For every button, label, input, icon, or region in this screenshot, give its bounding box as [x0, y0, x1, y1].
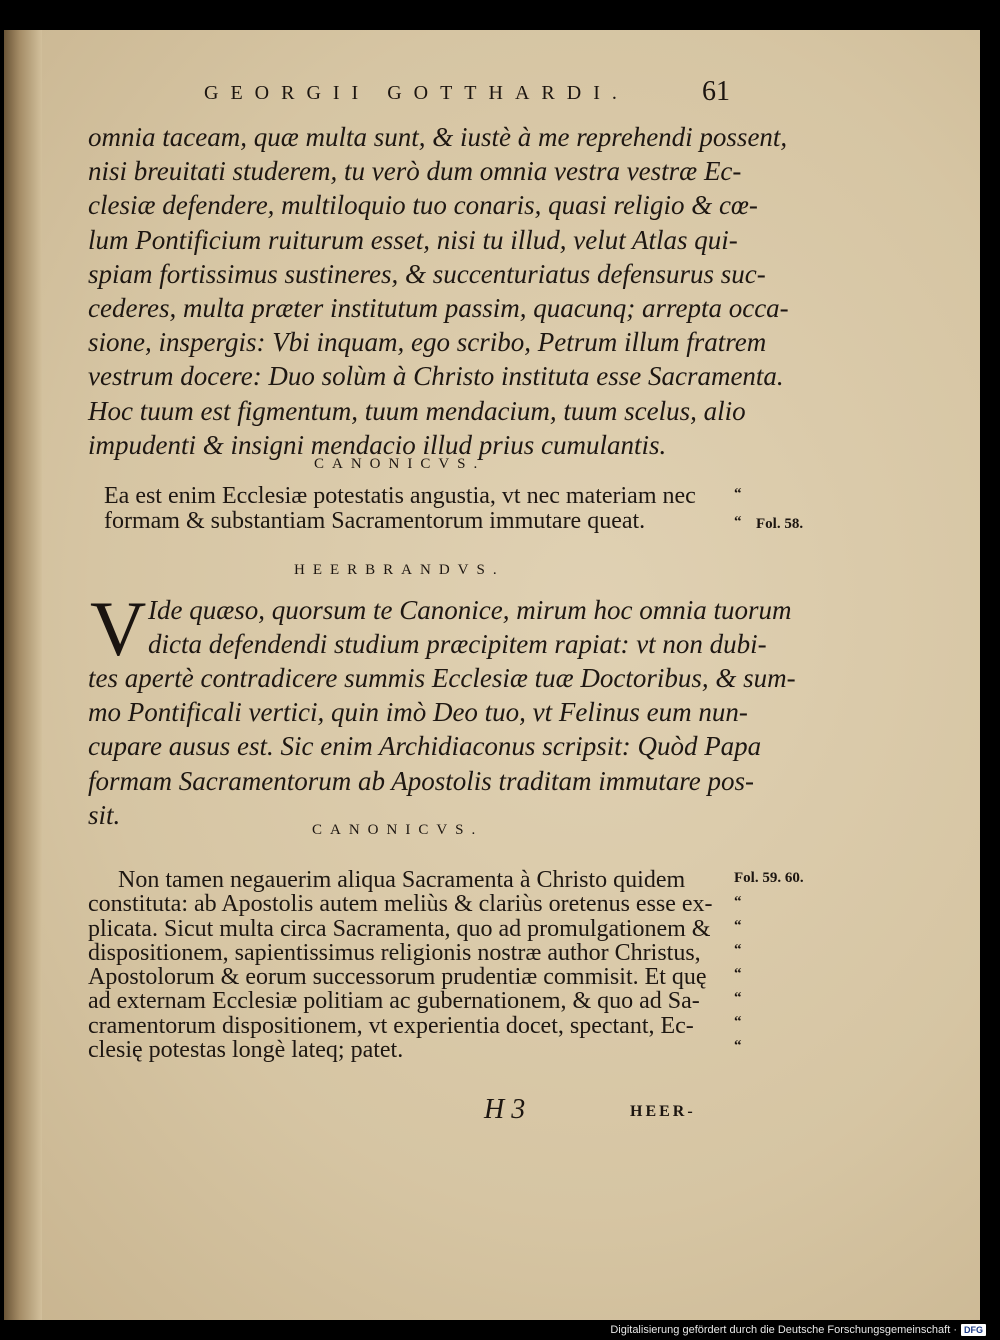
drop-cap-initial: V: [90, 585, 147, 672]
text-line: clesiæ defendere, multiloquio tuo conaris, quasi religio & cœ-: [88, 190, 758, 221]
signature-mark: H 3: [484, 1094, 526, 1125]
margin-note-fol-58: Fol. 58.: [756, 516, 804, 532]
margin-note-fol-59-60: Fol. 59. 60.: [734, 870, 804, 886]
text-line: ad externam Ecclesiæ politiam ac gubernationem, & quo ad Sa-: [88, 988, 700, 1015]
text-line: sit.: [88, 799, 121, 830]
margin-quote-mark: “: [734, 966, 742, 982]
text-line: lum Pontificium ruiturum esset, nisi tu illud, velut Atlas qui-: [88, 224, 738, 255]
text-line: Non tamen negauerim aliqua Sacramenta à Christo quidem: [118, 867, 686, 893]
text-line: constituta: ab Apostolis autem meliùs & clariùs oretenus esse ex-: [88, 891, 713, 918]
margin-quote-mark: “: [734, 514, 742, 530]
dfg-logo: DFG: [961, 1324, 986, 1336]
text-line: Ea est enim Ecclesiæ potestatis angustia, vt nec materiam nec: [104, 483, 696, 509]
margin-quote-mark: “: [734, 486, 742, 502]
speaker-heading-heerbrandus: HEERBRANDVS.: [294, 562, 505, 578]
text-line: formam & substantiam Sacramentorum immutare queat.: [104, 508, 646, 534]
text-line: cramentorum dispositionem, vt experientia docet, spectant, Ec-: [88, 1012, 694, 1039]
text-line: formam Sacramentorum ab Apostolis traditam immutare pos-: [88, 765, 755, 796]
margin-quote-mark: “: [734, 894, 742, 910]
text-line: cupare ausus est. Sic enim Archidiaconus scripsit: Quòd Papa: [88, 731, 762, 762]
text-line: dispositionem, sapientissimus religionis nostræ author Christus,: [88, 939, 701, 966]
page-number: 61: [702, 76, 730, 107]
text-line: nisi breuitati studerem, tu verò dum omnia vestra vestræ Ec-: [88, 156, 742, 187]
margin-quote-mark: “: [734, 1038, 742, 1054]
margin-quote-mark: “: [734, 918, 742, 934]
paragraph-1: [88, 120, 789, 462]
text-line: Hoc tuum est figmentum, tuum mendacium, tuum scelus, alio: [88, 395, 746, 426]
paragraph-3: [88, 661, 796, 832]
text-line: sione, inspergis: Vbi inquam, ego scribo, Petrum illum fratrem: [88, 327, 767, 358]
text-line: plicata. Sicut multa circa Sacramenta, quo ad promulgationem &: [88, 915, 711, 942]
speaker-heading-canonicus: CANONICVS.: [312, 822, 484, 838]
text-line: mo Pontificali vertici, quin imò Deo tuo, vt Felinus eum nun-: [88, 697, 748, 728]
running-title: GEORGII GOTTHARDI.: [204, 82, 629, 104]
speaker-heading-canonicus: CANONICVS.: [314, 456, 486, 472]
paragraph-2: [104, 484, 724, 534]
text-line: cederes, multa præter institutum passim, quacunq; arrepta occa-: [88, 293, 789, 324]
margin-quote-mark: “: [734, 942, 742, 958]
text-line: tes apertè contradicere summis Ecclesiæ tuæ Doctoribus, & sum-: [88, 663, 796, 693]
margin-quote-mark: “: [734, 990, 742, 1006]
text-line: omnia taceam, quæ multa sunt, & iustè à me reprehendi possent,: [88, 122, 788, 152]
book-page: [4, 30, 980, 1320]
text-line: clesię potestas longè lateq; patet.: [88, 1037, 404, 1064]
text-line: vestrum docere: Duo solùm à Christo instituta esse Sacramenta.: [88, 361, 784, 392]
catchword: HEER-: [630, 1103, 696, 1120]
paragraph-3-first-lines: [148, 593, 792, 661]
credit-text: Digitalisierung gefördert durch die Deutsche Forschungsgemeinschaft ·: [610, 1324, 957, 1336]
text-line: Ide quæso, quorsum te Canonice, mirum hoc omnia tuorum: [148, 595, 792, 625]
text-line: spiam fortissimus sustineres, & succenturiatus defensurus suc-: [88, 258, 766, 289]
paragraph-4: [88, 868, 728, 1062]
text-line: Apostolorum & eorum successorum prudentiæ commisit. Et quę: [88, 964, 707, 991]
text-line: dicta defendendi studium præcipitem rapiat: vt non dubi-: [148, 629, 767, 660]
page-gutter-shadow: [4, 30, 42, 1320]
text-line: impudenti & insigni mendacio illud prius cumulantis.: [88, 429, 667, 460]
margin-quote-mark: “: [734, 1014, 742, 1030]
digitization-credit: [610, 1324, 986, 1336]
